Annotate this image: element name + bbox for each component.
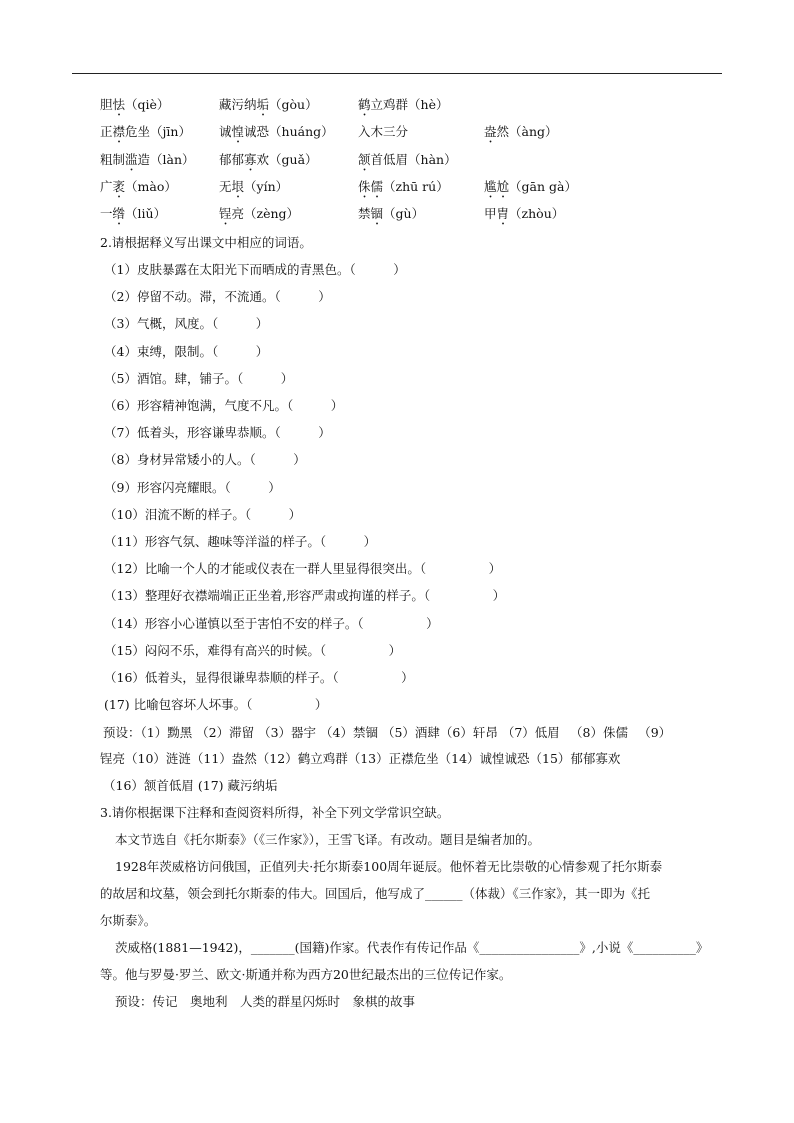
q2-item-text: 形容精神饱满，气度不凡。（ ） xyxy=(136,398,344,413)
q2-item xyxy=(104,287,331,307)
vocab-item xyxy=(100,204,166,228)
q2-item xyxy=(104,423,331,443)
vocab-text: 粗制 xyxy=(100,152,126,167)
vocab-dotted-char: 滥 xyxy=(125,152,138,167)
vocab-item xyxy=(358,177,449,201)
q2-item-number: （3） xyxy=(104,316,137,331)
q2-item xyxy=(104,641,401,661)
q2-answer-line-3: （16）颔首低眉 (17) 藏污纳垢 xyxy=(103,778,278,793)
q2-item xyxy=(104,260,406,280)
vocab-text: 广 xyxy=(100,179,113,194)
q2-item xyxy=(104,695,327,715)
q2-item xyxy=(104,342,268,362)
q3-answer: 预设：传记 奥地利 人类的群星闪烁时 象棋的故事 xyxy=(115,994,416,1009)
vocab-item xyxy=(484,177,577,201)
q2-item xyxy=(104,505,301,525)
vocab-dotted-char: 袤 xyxy=(112,179,126,194)
vocab-text: 藏污纳 xyxy=(219,97,257,112)
q2-item xyxy=(104,668,414,688)
vocab-dotted-char: 怯 xyxy=(112,97,126,112)
vocab-text: 诚恐（huáng） xyxy=(244,124,334,139)
vocab-text: 立鸡群（hè） xyxy=(370,97,449,112)
q2-item xyxy=(104,369,293,389)
vocab-text: 诚 xyxy=(219,124,232,139)
q2-item xyxy=(104,396,343,416)
vocab-text: （gòu） xyxy=(269,97,318,112)
vocab-item xyxy=(484,122,558,146)
q2-item-text: 束缚，限制。（ ） xyxy=(136,344,269,359)
q2-item-number: （2） xyxy=(104,289,137,304)
vocab-dotted-char: 垠 xyxy=(231,179,245,194)
q2-item-text: 低着头，形容谦卑恭顺。（ ） xyxy=(136,425,331,440)
q2-item-text: 整理好衣襟端端正正坐着,形容严肃或拘谨的样子。（ ） xyxy=(144,588,506,603)
vocab-text: （gù） xyxy=(383,206,425,221)
vocab-text: 一 xyxy=(100,206,113,221)
vocab-text: 欢（guǎ） xyxy=(256,152,318,167)
q3-paragraph-3-line-2: 等。他与罗曼·罗兰、欧文·斯通并称为西方20世纪最杰出的三位传记作家。 xyxy=(100,967,512,982)
q2-item-number: （7） xyxy=(104,425,137,440)
vocab-text: 甲 xyxy=(484,206,497,221)
q2-title: 2.请根据释义写出课文中相应的词语。 xyxy=(100,235,312,250)
q3-paragraph-2-line-1: 1928年茨威格访问俄国，正值列夫·托尔斯泰100周年诞辰。他怀着无比崇敬的心情参观了托尔斯泰 xyxy=(115,859,663,874)
q2-item-text: 形容闪亮耀眼。（ ） xyxy=(136,480,281,495)
q2-item-number: （13） xyxy=(104,588,145,603)
vocab-item xyxy=(100,95,169,119)
q2-item-number: （15） xyxy=(104,643,145,658)
q2-item-number: （8） xyxy=(104,452,137,467)
vocab-dotted-char: 盎 xyxy=(484,124,497,139)
q3-paragraph-3-line-1: 茨威格(1881—1942)，_______(国籍)作家。代表作有传记作品《________________》,小说《__________》 xyxy=(115,940,709,955)
q2-item-number: （10） xyxy=(104,507,145,522)
vocab-text: （yín） xyxy=(244,179,289,194)
vocab-item xyxy=(100,122,191,146)
vocab-dotted-char: 锃 xyxy=(219,206,232,221)
q2-item-text: 皮肤暴露在太阳光下而晒成的青黑色。（ ） xyxy=(136,262,406,277)
q2-item xyxy=(104,559,501,579)
q2-item-number: （11） xyxy=(104,534,145,549)
q2-item xyxy=(104,450,306,470)
q2-item-number: （6） xyxy=(104,398,137,413)
q2-answer-line-2: 锃亮（10）涟涟（11）盎然（12）鹤立鸡群（13）正襟危坐（14）诚惶诚恐（15）郁郁寡欢 xyxy=(100,751,621,766)
q2-item xyxy=(104,314,268,334)
vocab-text: 然（àng） xyxy=(496,124,558,139)
q2-item-text: 停留不动。滞，不流通。（ ） xyxy=(136,289,331,304)
q2-item-text: 形容气氛、趣味等洋溢的样子。（ ） xyxy=(144,534,377,549)
vocab-item xyxy=(358,95,448,119)
q2-item-text: 低着头，显得很谦卑恭顺的样子。（ ） xyxy=(144,670,414,685)
vocab-item xyxy=(100,177,177,201)
vocab-text: 无 xyxy=(219,179,232,194)
q2-item xyxy=(104,614,439,634)
q3-title: 3.请你根据课下注释和查阅资料所得，补全下列文学常识空缺。 xyxy=(100,805,450,820)
q2-item-text: 酒馆。肆，铺子。（ ） xyxy=(136,371,294,386)
q2-item xyxy=(104,478,281,498)
vocab-text: 入木三分 xyxy=(358,124,409,139)
vocab-dotted-char: 绺 xyxy=(112,206,126,221)
vocab-text: 危坐（jīn） xyxy=(125,124,191,139)
vocab-text: 亮（zèng） xyxy=(231,206,300,221)
vocab-dotted-char: 尴尬 xyxy=(484,179,510,194)
vocab-item xyxy=(219,122,334,146)
vocab-text: 首低眉（hàn） xyxy=(370,152,457,167)
vocab-text: 造（làn） xyxy=(137,152,195,167)
vocab-item xyxy=(358,150,457,174)
q2-item-text: 泪流不断的样子。（ ） xyxy=(144,507,302,522)
vocab-dotted-char: 侏儒 xyxy=(358,179,384,194)
vocab-text: 禁 xyxy=(358,206,371,221)
q2-item-number: （14） xyxy=(104,616,145,631)
vocab-item xyxy=(219,95,318,119)
vocab-dotted-char: 寡 xyxy=(244,152,257,167)
vocab-item xyxy=(219,204,299,228)
q2-item-number: （16） xyxy=(104,670,145,685)
q2-item xyxy=(104,532,376,552)
q2-item-number: （5） xyxy=(104,371,137,386)
q3-paragraph-2-line-2: 的故居和坟墓，领会到托尔斯泰的伟大。回国后，他写成了______（体裁）《三作家》，其一即为《托 xyxy=(100,886,651,901)
q2-item-text: 比喻包容坏人坏事。（ ） xyxy=(129,697,328,712)
q2-item-text: 身材异常矮小的人。（ ） xyxy=(136,452,306,467)
vocab-item xyxy=(358,204,424,228)
q3-paragraph-1: 本文节选自《托尔斯泰》（《三作家》），王雪飞译。有改动。题目是编者加的。 xyxy=(115,832,541,847)
vocab-dotted-char: 胄 xyxy=(496,206,510,221)
q2-answer-line-1: 预设：（1）黝黑 （2）滞留 （3）器宇 （4）禁锢 （5）酒肆（6）轩昂 （7）低眉 （8）侏儒 （9） xyxy=(103,725,672,740)
header-rule xyxy=(72,73,722,74)
vocab-text: （liǔ） xyxy=(125,206,167,221)
vocab-item xyxy=(484,204,564,228)
vocab-dotted-char: 襟 xyxy=(112,124,126,139)
q2-item-number: （1） xyxy=(104,262,137,277)
vocab-item xyxy=(358,122,408,142)
vocab-dotted-char: 垢 xyxy=(256,97,270,112)
vocab-text: （mào） xyxy=(125,179,177,194)
q2-item-text: 比喻一个人的才能或仪表在一群人里显得很突出。（ ） xyxy=(144,561,502,576)
vocab-text: （zhū rú） xyxy=(383,179,449,194)
vocab-text: 正 xyxy=(100,124,113,139)
vocab-item xyxy=(219,150,318,174)
q2-item-number: (17) xyxy=(104,697,130,712)
q2-item-text: 气概，风度。（ ） xyxy=(136,316,269,331)
q2-item-text: 形容小心谨慎以至于害怕不安的样子。（ ） xyxy=(144,616,439,631)
vocab-text: （qiè） xyxy=(125,97,170,112)
vocab-dotted-char: 鹤 xyxy=(358,97,371,112)
q2-item-text: 闷闷不乐，难得有高兴的时候。（ ） xyxy=(144,643,402,658)
vocab-dotted-char: 锢 xyxy=(370,206,384,221)
q2-item-number: （12） xyxy=(104,561,145,576)
vocab-item xyxy=(100,150,195,174)
vocab-text: （gān gà） xyxy=(509,179,577,194)
q2-item-number: （9） xyxy=(104,480,137,495)
vocab-dotted-char: 颔 xyxy=(358,152,371,167)
q2-item xyxy=(104,586,505,606)
vocab-text: 郁郁 xyxy=(219,152,245,167)
vocab-text: （zhòu） xyxy=(509,206,565,221)
q3-paragraph-2-line-3: 尔斯泰》。 xyxy=(100,913,157,928)
vocab-item xyxy=(219,177,288,201)
vocab-text: 胆 xyxy=(100,97,113,112)
vocab-dotted-char: 惶 xyxy=(231,124,245,139)
q2-item-number: （4） xyxy=(104,344,137,359)
